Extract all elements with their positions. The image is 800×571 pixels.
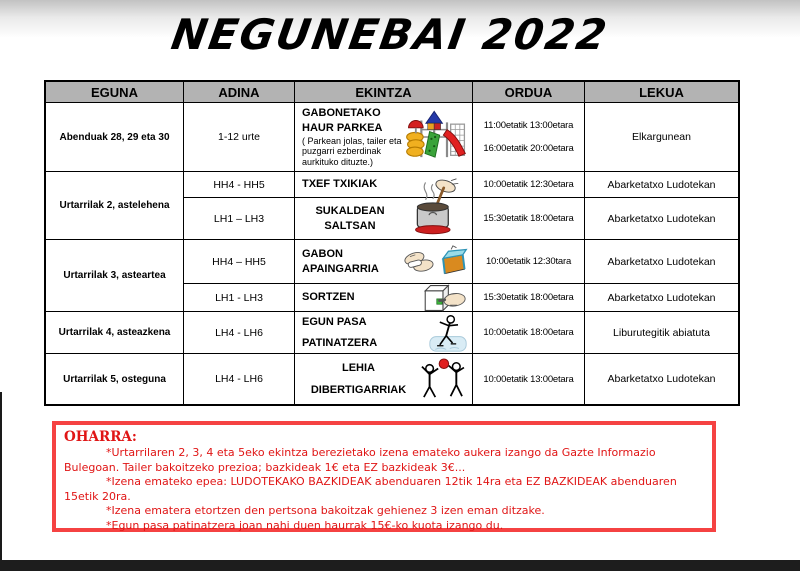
page-title: NEGUNEBAI 2022 xyxy=(168,10,612,59)
note-box xyxy=(52,421,716,532)
time-cell: 10:00etatik 12:30tara xyxy=(473,240,585,284)
time-cell: 10:00etatik 12:30etara xyxy=(473,172,585,198)
age-cell: LH4 - LH6 xyxy=(184,312,295,354)
time-cell: 10:00etatik 18:00etara xyxy=(473,312,585,354)
age-cell: HH4 – HH5 xyxy=(184,240,295,284)
column-header-ekintza: EKINTZA xyxy=(295,82,473,103)
place-cell: Liburutegitik abiatuta xyxy=(585,312,738,354)
age-cell: 1-12 urte xyxy=(184,103,295,172)
place-cell: Abarketatxo Ludotekan xyxy=(585,172,738,198)
column-header-eguna: EGUNA xyxy=(46,82,184,103)
page-left-edge xyxy=(0,392,2,560)
time-cell xyxy=(473,103,585,172)
column-header-lekua: LEKUA xyxy=(585,82,738,103)
column-header-ordua: ORDUA xyxy=(473,82,585,103)
age-cell: HH4 - HH5 xyxy=(184,172,295,198)
activity-title: LEHIA DIBERTIGARRIAK xyxy=(310,362,407,396)
note-line-1: *Urtarrilaren 2, 3, 4 eta 5eko ekintza berezietako izena emateko aukera izango da Gazte Informazio Bulegoan. Tailer bakoitzeko prezioa; bazkideak 1€ eta EZ bazkideak 3€... xyxy=(64,446,656,474)
ice-skater-icon xyxy=(427,313,469,353)
activity-cell xyxy=(295,240,473,284)
day-cell: Urtarrilak 3, asteartea xyxy=(46,240,184,312)
column-header-adina: ADINA xyxy=(184,82,295,103)
schedule-table xyxy=(44,80,740,406)
playground-icon xyxy=(403,108,469,166)
box-button-icon xyxy=(417,282,469,314)
activity-title: GABON APAINGARRIA xyxy=(302,248,379,275)
day-cell: Urtarrilak 2, astelehena xyxy=(46,172,184,240)
activity-cell xyxy=(295,284,473,312)
activity-title: EGUN PASA PATINATZERA xyxy=(302,315,378,349)
activity-cell xyxy=(295,172,473,198)
activity-cell xyxy=(295,312,473,354)
age-cell: LH1 - LH3 xyxy=(184,284,295,312)
ball-game-icon xyxy=(415,358,469,400)
time-cell: 10:00etatik 13:00etara xyxy=(473,354,585,404)
craft-hands-icon xyxy=(401,244,469,280)
age-cell: LH4 - LH6 xyxy=(184,354,295,404)
time-cell: 15:30etatik 18:00etara xyxy=(473,198,585,240)
place-cell: Abarketatxo Ludotekan xyxy=(585,198,738,240)
time-slot-1: 11:00etatik 13:00etara xyxy=(483,120,574,131)
activity-title: SUKALDEAN SALTSAN xyxy=(315,205,385,232)
note-line-4: *Egun pasa patinatzera joan nahi duen haurrak 15€-ko kuota izango du. xyxy=(106,518,504,532)
activity-cell xyxy=(295,354,473,404)
place-cell: Abarketatxo Ludotekan xyxy=(607,373,716,385)
activity-description: ( Parkean jolas, tailer eta puzgarri ezberdinak aurkituko dituzte.) xyxy=(302,135,402,168)
place-cell: Elkargunean xyxy=(585,103,738,172)
note-line-2: *Izena emateko epea: LUDOTEKAKO BAZKIDEAK abenduaren 12tik 14ra eta EZ BAZKIDEAK abenduaren 15etik 20ra. xyxy=(64,475,677,503)
time-cell: 15:30etatik 18:00etara xyxy=(473,284,585,312)
activity-title: GABONETAKO HAUR PARKEA xyxy=(302,107,383,134)
day-cell: Abenduak 28, 29 eta 30 xyxy=(46,103,184,172)
place-cell: Abarketatxo Ludotekan xyxy=(585,284,738,312)
note-heading: OHARRA: xyxy=(64,429,137,445)
place-cell: Abarketatxo Ludotekan xyxy=(585,240,738,284)
activity-title: TXEF TXIKIAK xyxy=(302,178,378,191)
activity-cell xyxy=(295,103,473,172)
day-cell: Urtarrilak 5, osteguna xyxy=(46,354,184,404)
activity-title: SORTZEN xyxy=(302,291,355,304)
bottom-bar xyxy=(0,560,800,571)
day-cell: Urtarrilak 4, asteazkena xyxy=(46,312,184,354)
age-cell: LH1 – LH3 xyxy=(184,198,295,240)
time-slot-2: 16:00etatik 20:00etara xyxy=(483,143,574,154)
activity-cell xyxy=(295,198,473,240)
note-line-3: *Izena ematera etortzen den pertsona bakoitzak gehienez 3 izen eman ditzake. xyxy=(106,504,545,518)
